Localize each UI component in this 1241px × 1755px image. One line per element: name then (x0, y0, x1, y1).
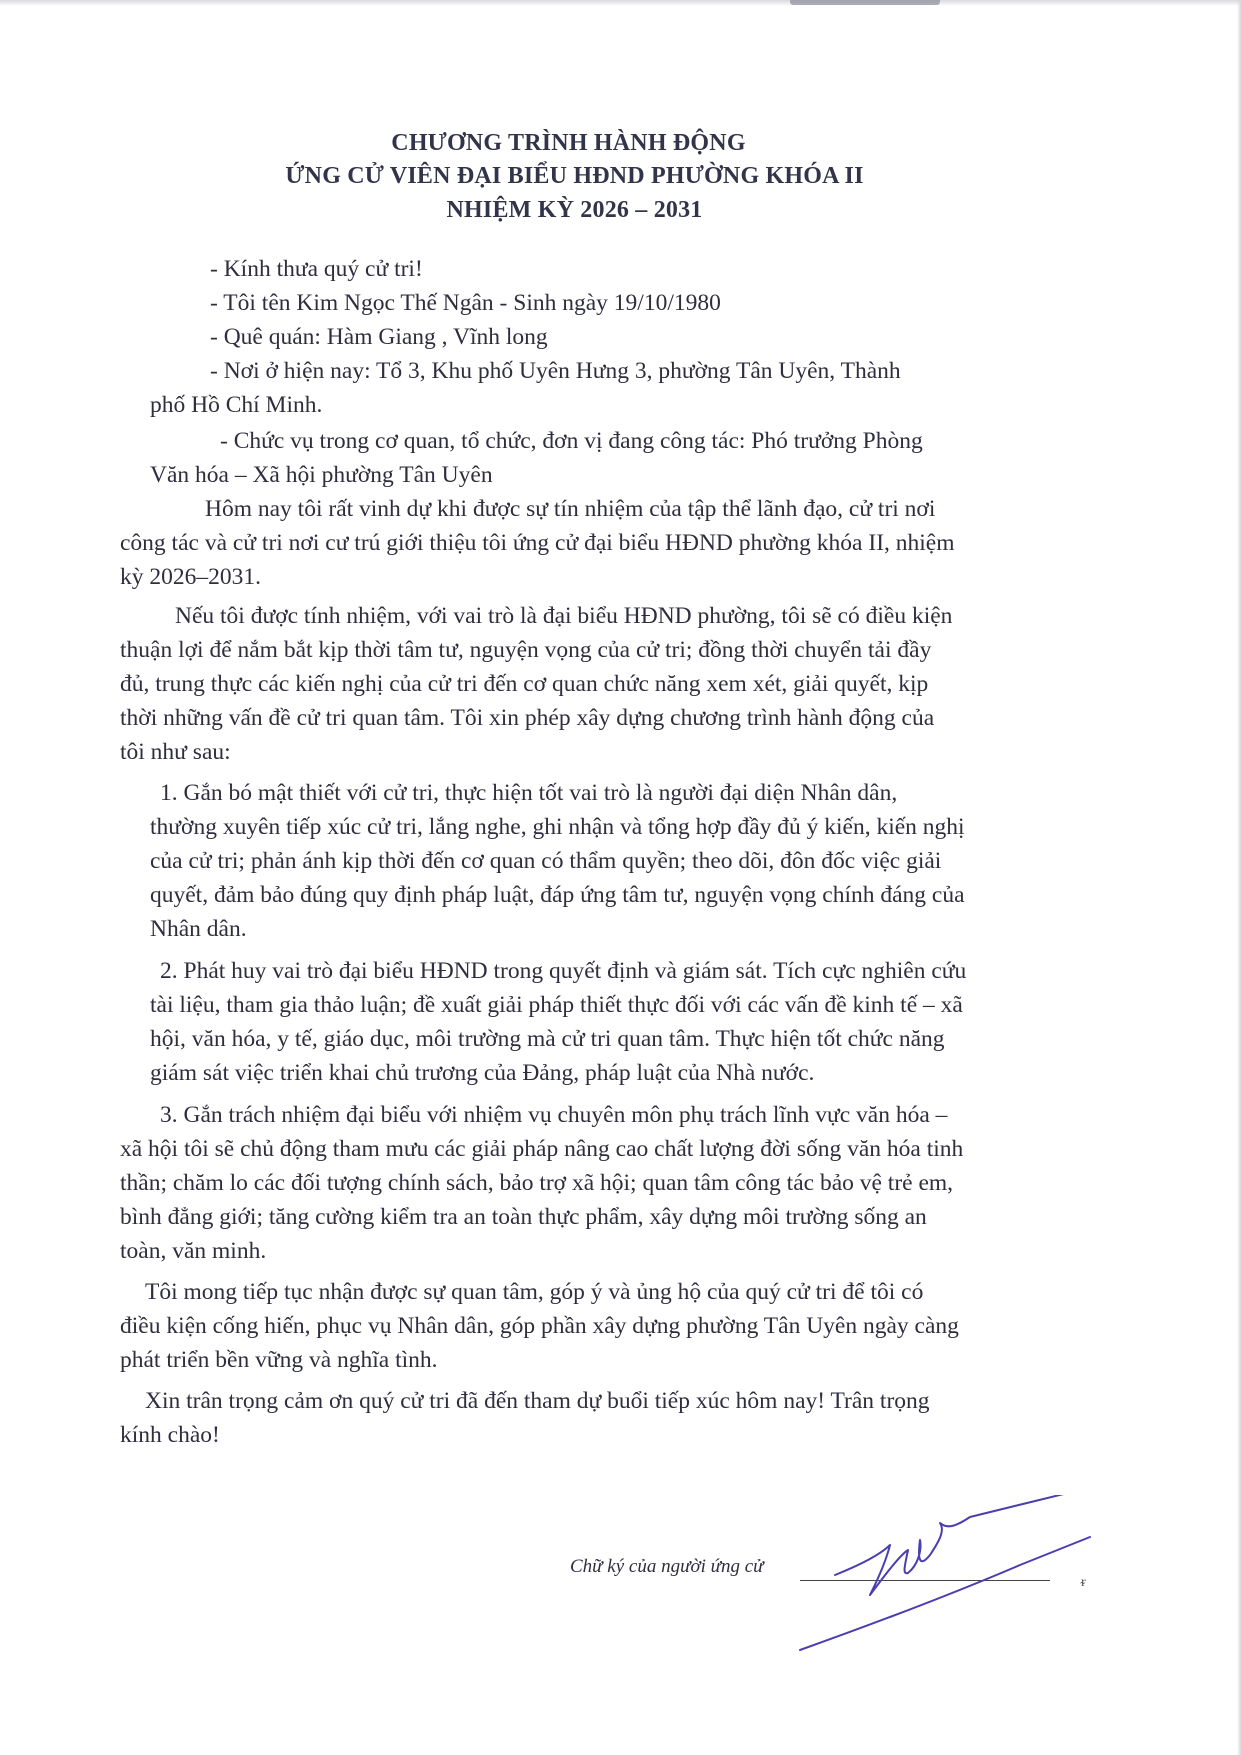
body-line: Nếu tôi được tính nhiệm, với vai trò là đại biểu HĐND phường, tôi sẽ có điều kiện (175, 603, 953, 629)
body-line: thường xuyên tiếp xúc cử tri, lắng nghe, ghi nhận và tổng hợp đầy đủ ý kiến, kiến nghị (150, 814, 965, 840)
document-title-line-3: NHIỆM KỲ 2026 – 2031 (446, 197, 703, 223)
body-line: Tôi mong tiếp tục nhận được sự quan tâm, góp ý và ủng hộ của quý cử tri để tôi có (145, 1279, 924, 1305)
body-line: kính chào! (120, 1422, 220, 1448)
body-line: kỳ 2026–2031. (120, 564, 261, 590)
scan-edge-right (1237, 0, 1241, 1755)
body-line: giám sát việc triển khai chủ trương của Đảng, pháp luật của Nhà nước. (150, 1060, 815, 1086)
body-line: - Chức vụ trong cơ quan, tổ chức, đơn vị đang công tác: Phó trưởng Phòng (220, 428, 923, 454)
body-line: phát triển bền vững và nghĩa tình. (120, 1347, 438, 1373)
body-line: phố Hồ Chí Minh. (150, 392, 323, 418)
body-line: Văn hóa – Xã hội phường Tân Uyên (150, 462, 493, 488)
document-title-line-2: ỨNG CỬ VIÊN ĐẠI BIỂU HĐND PHƯỜNG KHÓA II (285, 163, 864, 189)
scan-mark-small: ᵲ (1081, 1575, 1086, 1590)
body-line: tài liệu, tham gia thảo luận; đề xuất giải pháp thiết thực đối với các vấn đề kinh tế – xã (150, 992, 963, 1018)
body-line: bình đẳng giới; tăng cường kiểm tra an toàn thực phẩm, xây dựng môi trường sống an (120, 1204, 927, 1230)
body-line: của cử tri; phản ánh kịp thời đến cơ quan có thẩm quyền; theo dõi, đôn đốc việc giải (150, 848, 942, 874)
handwritten-signature (790, 1495, 1110, 1665)
body-line: toàn, văn minh. (120, 1238, 267, 1264)
body-line: hội, văn hóa, y tế, giáo dục, môi trường mà cử tri quan tâm. Thực hiện tốt chức năng (150, 1026, 945, 1052)
signature-label: Chữ ký của người ứng cử (570, 1556, 764, 1577)
body-line: - Nơi ở hiện nay: Tổ 3, Khu phố Uyên Hưng 3, phường Tân Uyên, Thành (210, 358, 901, 384)
body-line: xã hội tôi sẽ chủ động tham mưu các giải pháp nâng cao chất lượng đời sống văn hóa tinh (120, 1136, 964, 1162)
scan-edge-top (0, 0, 1241, 6)
body-line: 1. Gắn bó mật thiết với cử tri, thực hiện tốt vai trò là người đại diện Nhân dân, (160, 780, 898, 806)
body-line: Xin trân trọng cảm ơn quý cử tri đã đến tham dự buổi tiếp xúc hôm nay! Trân trọng (145, 1388, 930, 1414)
body-line: - Quê quán: Hàm Giang , Vĩnh long (210, 324, 548, 350)
body-line: thuận lợi để nắm bắt kịp thời tâm tư, nguyện vọng của cử tri; đồng thời chuyển tải đầy (120, 637, 932, 663)
body-line: đủ, trung thực các kiến nghị của cử tri đến cơ quan chức năng xem xét, giải quyết, kịp (120, 671, 929, 697)
body-line: Nhân dân. (150, 916, 247, 942)
body-line: Hôm nay tôi rất vinh dự khi được sự tín nhiệm của tập thể lãnh đạo, cử tri nơi (205, 496, 936, 522)
body-line: thời những vấn đề cử tri quan tâm. Tôi xin phép xây dựng chương trình hành động của (120, 705, 935, 731)
body-line: công tác và cử tri nơi cư trú giới thiệu tôi ứng cử đại biểu HĐND phường khóa II, nhiệm (120, 530, 955, 556)
body-line: - Tôi tên Kim Ngọc Thế Ngân - Sinh ngày 19/10/1980 (210, 290, 721, 316)
body-line: tôi như sau: (120, 739, 231, 765)
body-line: điều kiện cống hiến, phục vụ Nhân dân, góp phần xây dựng phường Tân Uyên ngày càng (120, 1313, 959, 1339)
body-line: 2. Phát huy vai trò đại biểu HĐND trong quyết định và giám sát. Tích cực nghiên cứu (160, 958, 967, 984)
body-line: 3. Gắn trách nhiệm đại biểu với nhiệm vụ chuyên môn phụ trách lĩnh vực văn hóa – (160, 1102, 948, 1128)
body-line: - Kính thưa quý cử tri! (210, 256, 423, 282)
document-title-line-1: CHƯƠNG TRÌNH HÀNH ĐỘNG (391, 130, 746, 156)
body-line: quyết, đảm bảo đúng quy định pháp luật, đáp ứng tâm tư, nguyện vọng chính đáng của (150, 882, 965, 908)
scan-mark (790, 0, 940, 5)
body-line: thần; chăm lo các đối tượng chính sách, bảo trợ xã hội; quan tâm công tác bảo vệ trẻ em, (120, 1170, 954, 1196)
